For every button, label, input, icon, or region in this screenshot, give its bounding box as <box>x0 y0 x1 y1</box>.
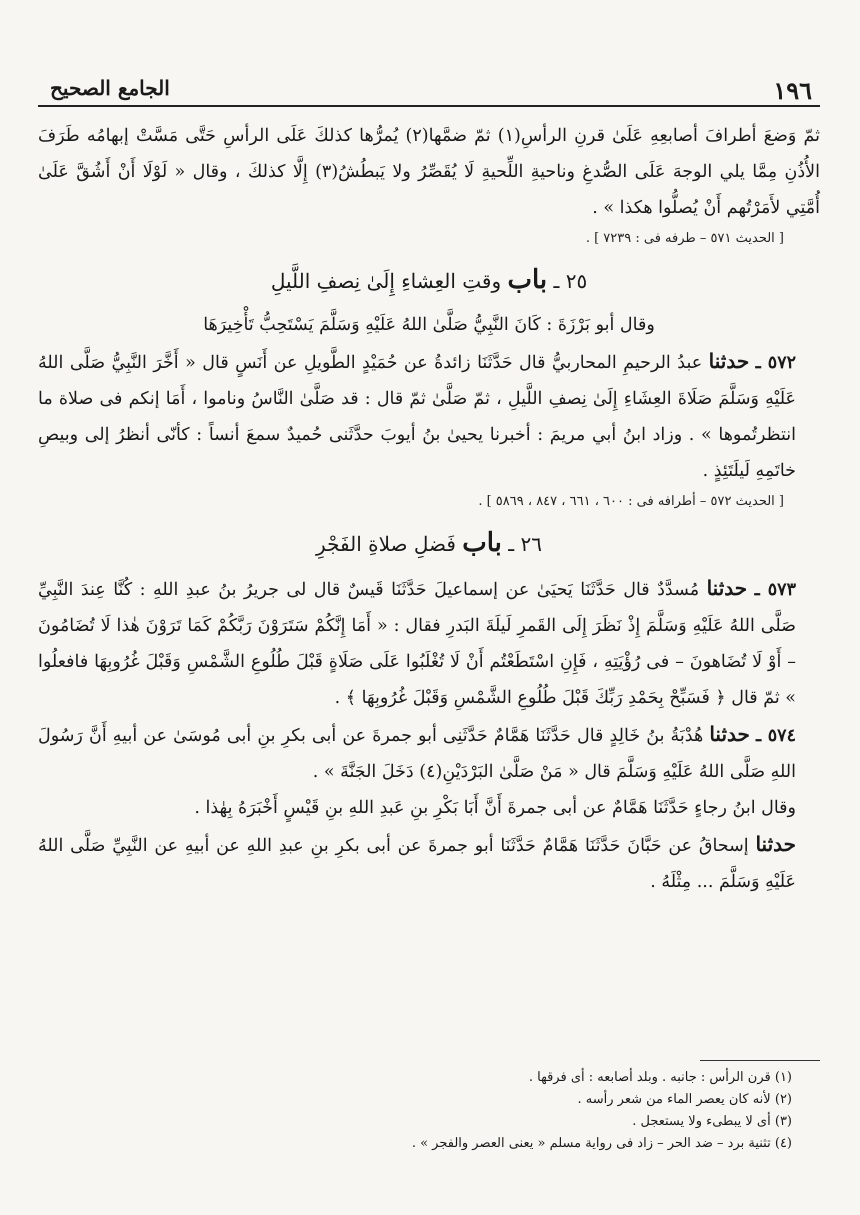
chapter-heading-26 <box>38 521 820 566</box>
hadith-text: مُسدَّدٌ قال حَدَّثَنَا يَحيَىٰ عن إسماعيلَ حَدَّثَنَا قَيسٌ قال لى جريرُ بنُ عبدِ اللهِ : كُنَّا عِندَ النَّبِيِّ صَلَّى اللهُ عَلَيْهِ وَسَلَّمَ إِذْ نَظَرَ إِلَى القَمرِ لَيلَةَ البَدرِ فقال : « أَمَا إِنَّكُمْ سَتَرَوْنَ رَبَّكُمْ كَمَا تَرَوْنَ هٰذا لَا تُضَامُونَ – أَوْ لَا تُضَاهونَ – فى رُؤْيَتِهِ ، فَإِنِ اسْتَطَعْتُم أَنْ لَا تُغْلَبُوا عَلَى صَلَاةٍ قَبْلَ طُلُوعِ الشَّمْسِ وَقَبْلَ غُرُوبِهَا فافعلُوا » ثمّ قال ﴿ فَسَبِّحْ بِحَمْدِ رَبِّكَ قَبْلَ طُلُوعِ الشَّمْسِ وَقَبْلَ غُرُوبِهَا ﴾ . <box>38 580 796 708</box>
footnote-3: (٣) أى لا يبطىء ولا يستعجل . <box>632 1114 792 1129</box>
chapter-note: وقال أبو بَرْزَةَ : كَانَ النَّبِيُّ صَلَّىٰ اللهُ عَلَيْهِ وَسَلَّمَ يَسْتَحِبُّ تَأْخِيرَهَا <box>203 315 655 335</box>
hadith-text: إسحاقُ عن حَبَّانَ حَدَّثَنَا هَمَّامٌ حَدَّثَنَا أبو جمرةَ عن أبى بكرِ بنِ عبدِ اللهِ عن أبيهِ عن النَّبِيِّ صَلَّى اللهُ عَلَيْهِ وَسَلَّمَ ... مِثْلَهُ . <box>38 836 796 892</box>
chapter-heading-25 <box>38 258 820 303</box>
chapter-bab: باب <box>507 265 548 295</box>
book-page <box>38 60 820 1180</box>
chapter-bab: باب <box>462 528 502 558</box>
haddathana-word: حدثنا <box>709 722 750 746</box>
chapter-number: ٢٦ ـ <box>508 532 542 556</box>
page-number: ١٩٦ <box>773 76 812 105</box>
paragraph-ibn-raja: وقال ابنُ رجاءٍ حَدَّثَنَا هَمَّامٌ عن أبى جمرةَ أَنَّ أَبَا بَكْرِ بنِ عَبدِ اللهِ بنِ قَيْسٍ أَخْبَرَهُ بِهٰذا . <box>194 798 796 818</box>
footnote-4: (٤) تثنية برد – ضد الحر – زاد فى رواية مسلم « يعنى العصر والفجر » . <box>411 1136 792 1151</box>
chapter-title: وقتِ العِشاءِ إِلَىٰ نِصفِ اللَّيلِ <box>270 269 502 293</box>
hadith-572 <box>38 343 820 489</box>
haddathana-word: حدثنا <box>755 832 796 856</box>
hadith-last <box>38 826 820 900</box>
page-body <box>38 118 820 900</box>
hadith-573 <box>38 570 820 716</box>
paragraph-continuation: ثمّ وَضعَ أطرافَ أصابعِهِ عَلَىٰ قرنِ الرأسِ(١) ثمّ ضمَّها(٢) يُمرُّها كذلكَ عَلَى الرأسِ حَتَّى مَسَّتْ إبهامُه طَرَفَ الأُذُنِ مِمَّا يلي الوجهَ عَلَى الصُّدغِ وناحيةِ اللِّحيةِ لَا يُقَصِّرُ ولا يَبطُشُ(٣) إِلَّا كذلكَ ، وقال « لَوْلَا أَنْ أَشُقَّ عَلَىٰ أُمَّتِي لأَمَرْتُهم أَنْ يُصلُّوا هكذا » . <box>38 126 820 218</box>
haddathana-word: حدثنا <box>708 349 750 373</box>
page-header <box>38 70 820 110</box>
hadith-number: ٥٧٣ ـ <box>754 580 796 600</box>
hadith-text: هُدْبَةُ بنُ خَالِدٍ قال حَدَّثَنَا هَمَّامٌ حَدَّثَنِى أبو جمرةَ عن أبى بكرِ بنِ أبى مُوسَىٰ عن أبيهِ أَنَّ رَسُولَ اللهِ صَلَّى اللهُ عَلَيْهِ وَسَلَّمَ قال « مَنْ صَلَّىٰ البَرْدَيْنِ(٤) دَخَلَ الجَنَّةَ » . <box>38 726 796 782</box>
hadith-574 <box>38 716 820 790</box>
hadith-reference: [ الحديث ٥٧١ – طرفه فى : ٧٢٣٩ ] . <box>585 231 784 246</box>
hadith-number: ٥٧٢ ـ <box>755 353 796 373</box>
header-divider <box>38 105 820 107</box>
chapter-number: ٢٥ ـ <box>553 269 588 293</box>
hadith-reference: [ الحديث ٥٧٢ – أطرافه فى : ٦٠٠ ، ٦٦١ ، ٨٤٧ ، ٥٨٦٩ ] . <box>478 494 784 509</box>
footnote-1: (١) قرن الرأس : جانبه . وبلد أصابعه : أى فرقها . <box>528 1070 792 1085</box>
haddathana-word: حدثنا <box>706 576 748 600</box>
hadith-number: ٥٧٤ ـ <box>756 726 796 746</box>
footnotes <box>38 1060 820 1155</box>
footnote-2: (٢) لأنه كان يعصر الماء من شعر رأسه . <box>577 1092 792 1107</box>
running-title: الجامع الصحيح <box>50 76 170 100</box>
hadith-text: عبدُ الرحيمِ المحاربيُّ قال حَدَّثَنَا زائدةُ عن حُمَيْدٍ الطَّويلِ عن أَنَسٍ قال « أَخَّرَ النَّبِيُّ صَلَّى اللهُ عَلَيْهِ وَسَلَّمَ صَلَاةَ العِشَاءِ إِلَىٰ نِصفِ اللَّيلِ ، ثمّ صَلَّىٰ ثمّ قال : قد صَلَّىٰ النَّاسُ وناموا ، أَمَا إنكم فى صلاة ما انتظرتُموها » . وزاد ابنُ أبي مريمَ : أخبرنا يحيىٰ بنُ أيوبَ حدَّثَنى حُميدٌ سمعَ أنساً : كأنّى أنظرُ إلى وبيصِ خاتَمِهِ لَيلَتَئِذٍ . <box>38 353 796 481</box>
footnote-divider <box>700 1060 820 1061</box>
chapter-title: فَضلِ صلاةِ الفَجْرِ <box>316 532 456 556</box>
